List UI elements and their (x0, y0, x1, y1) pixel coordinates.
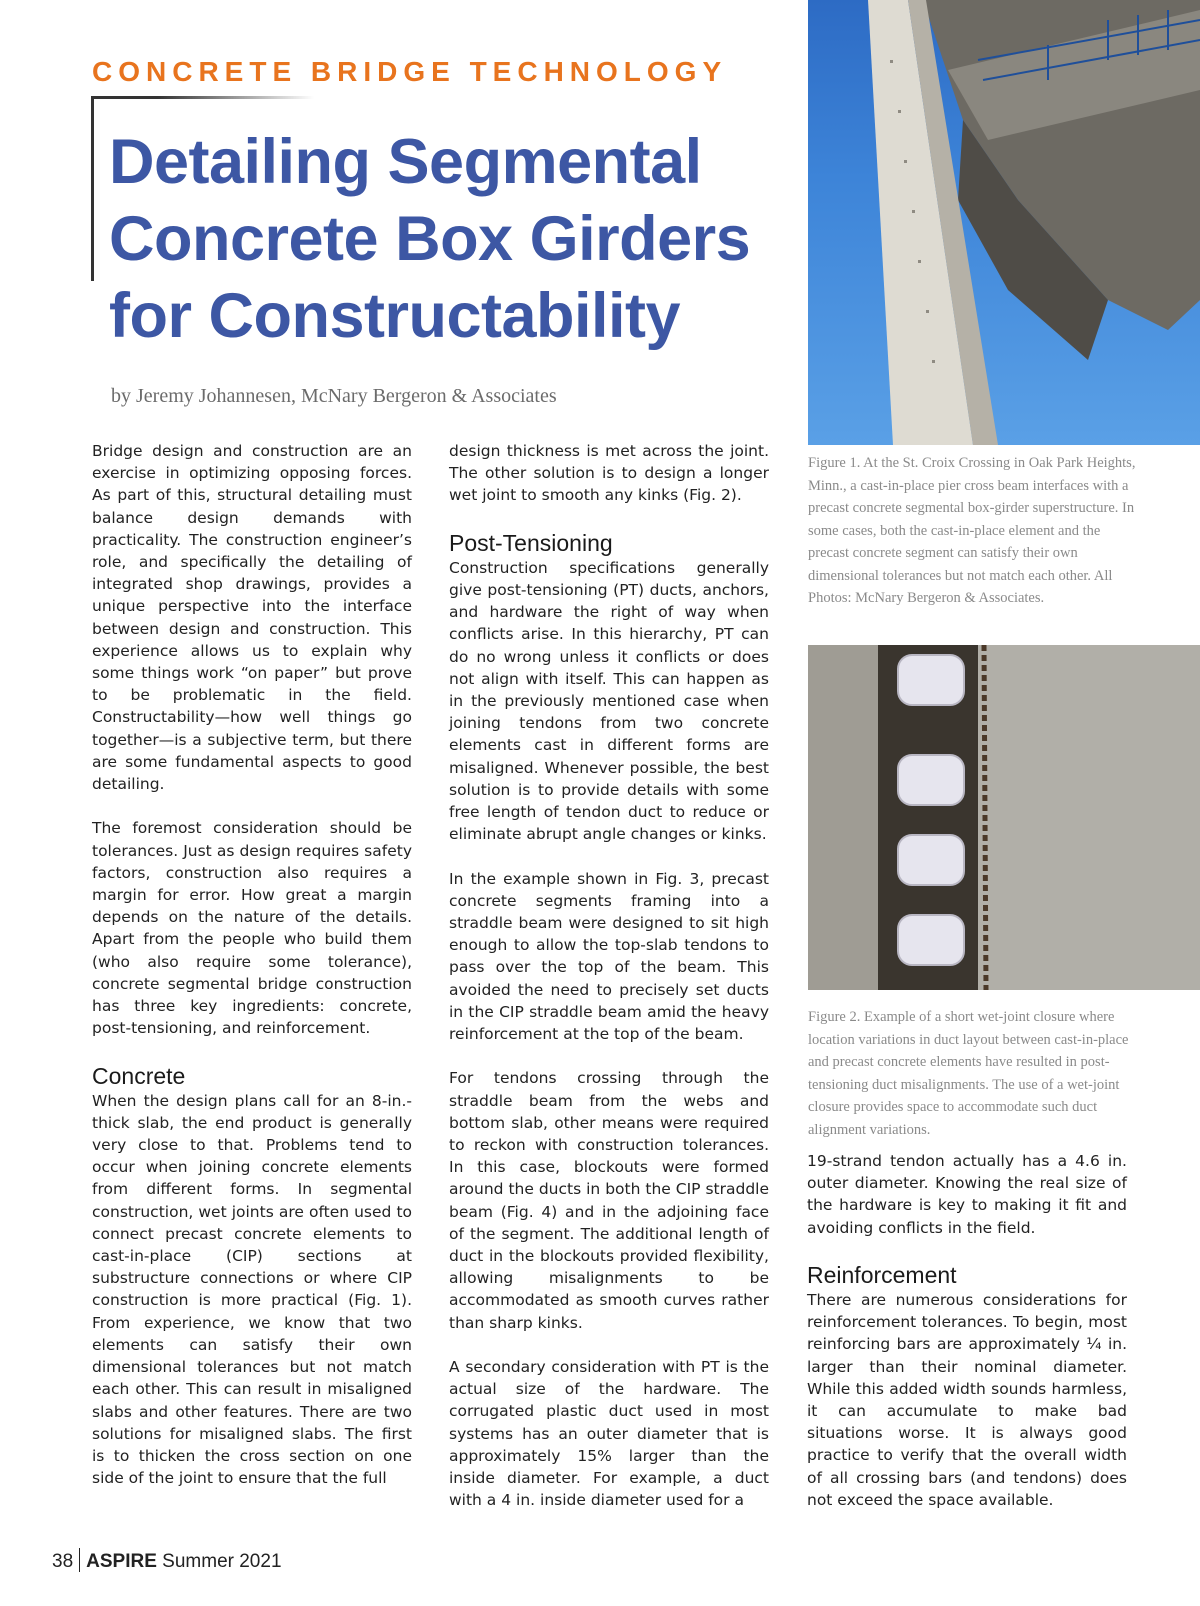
column-3 (807, 1150, 1127, 1511)
paragraph: 19-strand tendon actually has a 4.6 in. outer diameter. Knowing the real size of the hardware is key to making it fit and avoiding conflicts in the field. (807, 1152, 1127, 1237)
page-number: 38 (52, 1551, 74, 1572)
paragraph: For tendons crossing through the straddle beam from the webs and bottom slab, other means were required to reckon with construction tolerances. In this case, blockouts were formed around the ducts in both the CIP straddle beam (Fig. 4) and in the adjoining face of the segment. The additional length of duct in the blockouts provided flexibility, allowing misalignments to be accommodated as smooth curves rather than sharp kinks. (449, 1069, 769, 1332)
figure-2-caption: Figure 2. Example of a short wet-joint closure where location variations in duct layout between cast-in-place and precast concrete elements have resulted in post-tensioning duct misalignments. The use of a wet-joint closure provides space to accommodate such duct alignment variations. (808, 1009, 1129, 1138)
section-heading-concrete: Concrete (92, 1062, 186, 1089)
section-heading-reinforcement: Reinforcement (807, 1262, 957, 1288)
wet-joint-illustration (808, 645, 1200, 990)
paragraph: There are numerous considerations for reinforcement tolerances. To begin, most reinforcing bars are approximately ¹⁄₄ in. larger than their nominal diameter. While this added width sounds harmless, it can accumulate to make bad situations worse. It is always good practice to verify that the overall width of all crossing bars (and tendons) does not exceed the space available. (807, 1291, 1127, 1509)
column-2 (449, 440, 769, 1511)
paragraph: Construction specifications generally give post-tensioning (PT) ducts, anchors, and hardware the right of way when conflicts arise. In this hierarchy, PT can do no wrong unless it conflicts or does not align with itself. This can happen as in the previously mentioned case when joining tendons from two concrete elements cast in different forms are misaligned. Whenever possible, the best solution is to provide details with some free length of tendon duct to reduce or eliminate abrupt angle changes or kinks. (449, 558, 769, 844)
bridge-pier-illustration (808, 0, 1200, 445)
paragraph: In the example shown in Fig. 3, precast concrete segments framing into a straddle beam were designed to sit high enough to allow the top-slab tendons to pass over the top of the beam. This avoided the need to precisely set ducts in the CIP straddle beam amid the heavy reinforcement at the top of the beam. (449, 869, 769, 1044)
issue-label: Summer 2021 (162, 1551, 282, 1572)
figure-1-caption: Figure 1. At the St. Croix Crossing in Oak Park Heights, Minn., a cast-in-place pier cross beam interfaces with a precast concrete segmental box-girder superstructure. In some cases, both the cast-in-place element and the precast concrete segment can satisfy their own dimensional tolerances but not match each other. All Photos: McNary Bergeron & Associates. (808, 455, 1136, 606)
byline: by Jeremy Johannesen, McNary Bergeron & Associates (111, 385, 557, 407)
figure-2-photo (808, 645, 1200, 990)
paragraph: Bridge design and construction are an exercise in optimizing opposing forces. As part of this, structural detailing must balance design demands with practicality. The construction engineer’s role, and specifically the detailing of integrated shop drawings, provides a unique perspective into the interface between design and construction. This experience allows us to explain why some things work “on paper” but prove to be problematic in the field. Constructability—how well things go together—is a subjective term, but there are some fundamental aspects to good detailing. (92, 442, 412, 794)
page-footer (52, 1548, 282, 1573)
paragraph: design thickness is met across the joint. The other solution is to design a longer wet joint to smooth any kinks (Fig. 2). (449, 442, 769, 505)
section-kicker: CONCRETE BRIDGE TECHNOLOGY (92, 56, 728, 87)
paragraph: The foremost consideration should be tolerances. Just as design requires safety factors, construction also requires a margin for error. How great a margin depends on the nature of the details. Apart from the people who build them (who also require some tolerance), concrete segmental bridge construction has three key ingredients: concrete, post-tensioning, and reinforcement. (92, 819, 412, 1038)
title-frame-line (91, 96, 94, 281)
section-heading-post-tensioning: Post-Tensioning (449, 529, 613, 556)
paragraph: A secondary consideration with PT is the actual size of the hardware. The corrugated plastic duct used in most systems has an outer diameter that is approximately 15% larger than the inside diameter. For example, a duct with a 4 in. inside diameter used for a (449, 1358, 769, 1510)
footer-divider (79, 1548, 80, 1572)
article-title: Detailing Segmental Concrete Box Girders for Constructability (109, 127, 751, 351)
figure-1-photo (808, 0, 1200, 445)
magazine-name: ASPIRE (86, 1551, 157, 1572)
column-1 (92, 440, 412, 1489)
paragraph: When the design plans call for an 8-in.-thick slab, the end product is generally very close to that. Problems tend to occur when joining concrete elements from different forms. In segmental construction, wet joints are often used to connect precast concrete elements to cast-in-place (CIP) sections at substructure connections or where CIP construction is more practical (Fig. 1). From experience, we know that two elements can satisfy their own dimensional tolerances but not match each other. This can result in misaligned slabs and other features. There are two solutions for misaligned slabs. The first is to thicken the cross section on one side of the joint to ensure that the full (92, 1091, 412, 1488)
